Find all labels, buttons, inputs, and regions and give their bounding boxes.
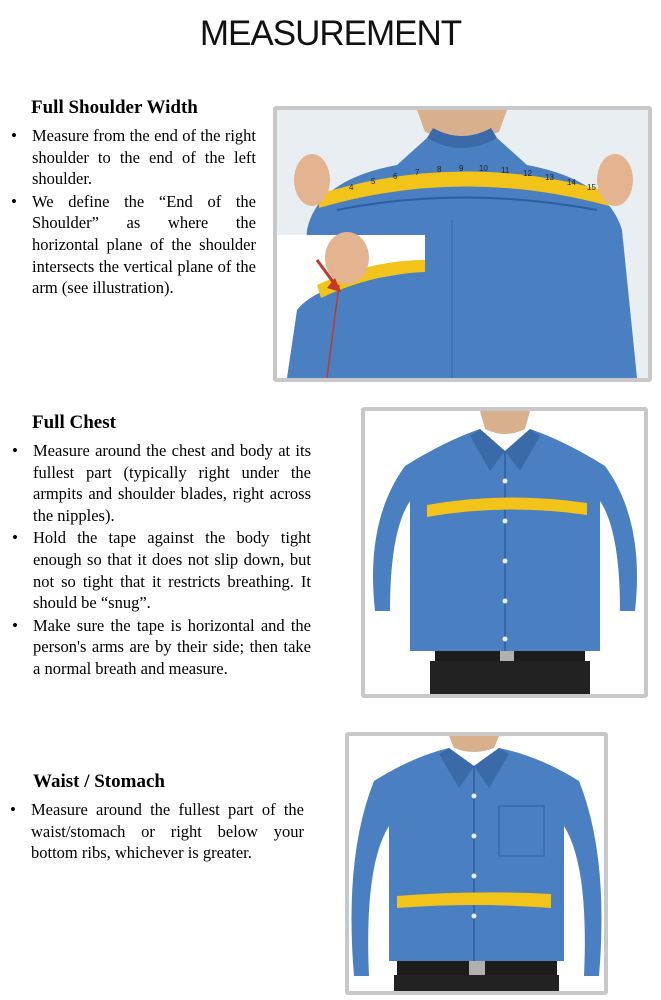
bullet-list-waist <box>7 799 304 864</box>
shirt-front-chest-illustration <box>365 411 644 694</box>
page-title: MEASUREMENT <box>199 14 462 53</box>
chest-photo <box>361 407 648 698</box>
svg-text:13: 13 <box>545 173 554 182</box>
section-heading-shoulder: Full Shoulder Width <box>31 97 198 118</box>
svg-text:8: 8 <box>437 165 442 174</box>
svg-text:4: 4 <box>349 183 354 192</box>
svg-text:10: 10 <box>479 164 488 173</box>
list-item: • Hold the tape against the body tight enough so that it does not slip down, but not so tight that it restricts breathing. It should be “snug”. <box>9 527 311 613</box>
svg-text:14: 14 <box>567 178 576 187</box>
shirt-front-waist-illustration <box>349 736 604 991</box>
list-item: • Measure around the chest and body at its fullest part (typically right under the armpits and shoulder blades, right across the nipples). <box>9 440 311 526</box>
shoulder-photo <box>273 106 652 382</box>
bullet-list-shoulder <box>8 125 256 299</box>
waist-photo <box>345 732 608 995</box>
svg-text:9: 9 <box>459 164 464 173</box>
section-chest <box>9 412 311 681</box>
list-item: • Measure from the end of the right shoulder to the end of the left shoulder. <box>8 125 256 190</box>
list-item: • We define the “End of the Shoulder” as where the horizontal plane of the shoulder intersects the vertical plane of the arm (see illustration). <box>8 191 256 299</box>
section-heading-waist: Waist / Stomach <box>33 771 165 792</box>
svg-text:5: 5 <box>371 177 376 186</box>
svg-text:15: 15 <box>587 183 596 192</box>
svg-text:11: 11 <box>501 166 510 175</box>
svg-text:6: 6 <box>393 172 398 181</box>
list-item: • Make sure the tape is horizontal and the person's arms are by their side; then take a normal breath and measure. <box>9 615 311 680</box>
section-heading-chest: Full Chest <box>32 412 116 433</box>
shirt-back-illustration <box>277 110 648 378</box>
section-waist <box>7 771 304 865</box>
svg-text:12: 12 <box>523 169 532 178</box>
list-item: • Measure around the fullest part of the waist/stomach or right below your bottom ribs, whichever is greater. <box>7 799 304 864</box>
bullet-list-chest <box>9 440 311 680</box>
svg-text:7: 7 <box>415 168 420 177</box>
section-shoulder <box>8 97 256 300</box>
